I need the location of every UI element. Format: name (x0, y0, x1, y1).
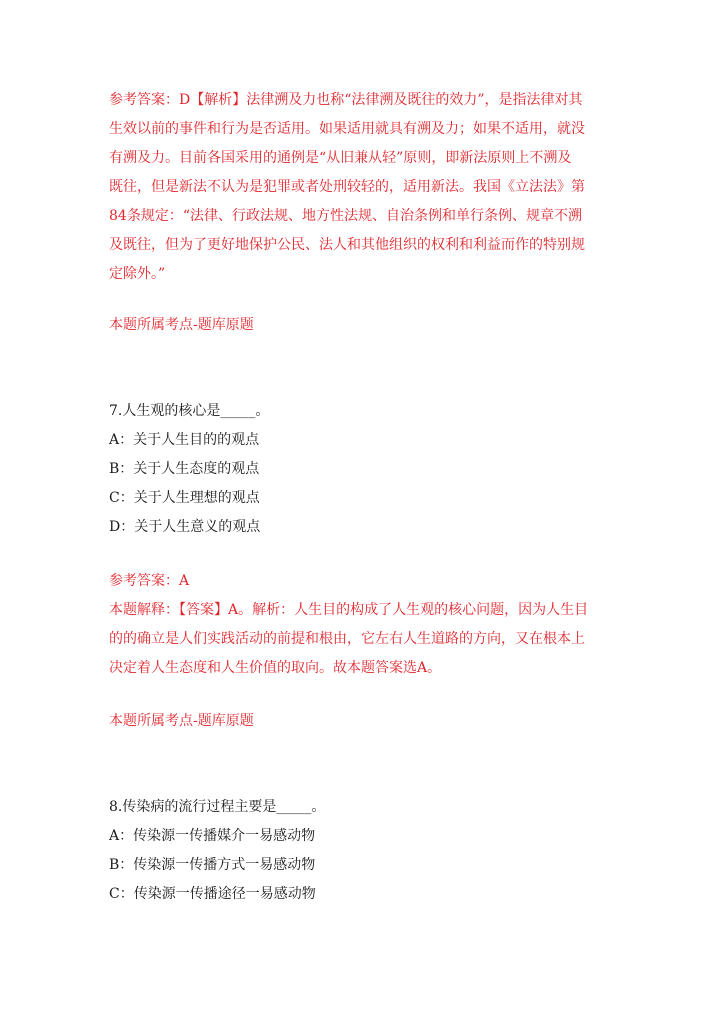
option-b: B：传染源一传播方式一易感动物 (109, 857, 316, 873)
source-label: 本题所属考点-题库原题 (109, 713, 254, 729)
answer-line: 既往，但是新法不认为是犯罪或者处刑较轻的，适用新法。我国《立法法》第 (109, 179, 585, 195)
option-d: D：关于人生意义的观点 (109, 519, 261, 535)
answer-line: 84条规定：“法律、行政法规、地方性法规、自治条例和单行条例、规章不溯 (109, 208, 582, 224)
source-note-q6 (109, 311, 614, 340)
answer-line: 定除外。” (109, 266, 166, 282)
explanation-line: 决定着人生态度和人生价值的取向。故本题答案选A。 (109, 660, 442, 676)
answer-key: 参考答案：A (109, 573, 190, 589)
answer-explanation-q7 (109, 567, 614, 683)
option-c: C：关于人生理想的观点 (109, 490, 260, 506)
source-label: 本题所属考点-题库原题 (109, 317, 254, 333)
answer-line: 参考答案：D【解析】法律溯及力也称“法律溯及既往的效力”，是指法律对其 (109, 92, 583, 108)
answer-line: 及既往，但为了更好地保护公民、法人和其他组织的权利和利益而作的特别规 (109, 237, 585, 253)
answer-explanation-q6 (109, 86, 614, 289)
question-8 (109, 793, 614, 909)
question-7 (109, 397, 614, 542)
question-stem: 8.传染病的流行过程主要是_____。 (109, 799, 326, 815)
explanation-line: 的的确立是人们实践活动的前提和根由，它左右人生道路的方向，又在根本上 (109, 631, 585, 647)
option-b: B：关于人生态度的观点 (109, 461, 260, 477)
option-a: A：传染源一传播媒介一易感动物 (109, 828, 316, 844)
option-a: A：关于人生目的的观点 (109, 432, 260, 448)
question-stem: 7.人生观的核心是_____。 (109, 403, 270, 419)
source-note-q7 (109, 707, 614, 736)
option-c: C：传染源一传播途径一易感动物 (109, 886, 316, 902)
answer-line: 有溯及力。目前各国采用的通例是“从旧兼从轻”原则，即新法原则上不溯及 (109, 150, 572, 166)
explanation-line: 本题解释：【答案】A。解析：人生目的构成了人生观的核心问题，因为人生目 (109, 602, 589, 618)
answer-line: 生效以前的事件和行为是否适用。如果适用就具有溯及力；如果不适用，就没 (109, 121, 585, 137)
